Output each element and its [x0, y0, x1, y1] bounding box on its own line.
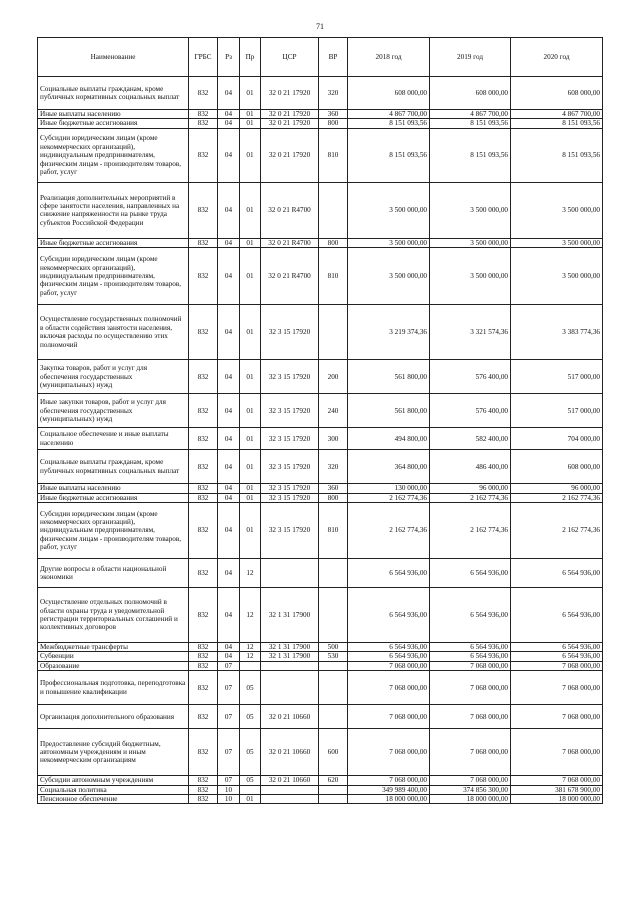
cell-csr: 32 3 15 17920	[261, 450, 319, 484]
cell-2018: 7 068 000,00	[348, 661, 430, 670]
cell-csr: 32 0 21 10660	[261, 776, 319, 785]
cell-2019: 8 151 093,56	[430, 119, 511, 128]
cell-2018: 130 000,00	[348, 484, 430, 493]
cell-vr: 810	[319, 248, 348, 305]
table-row	[38, 238, 603, 247]
cell-name: Субсидии юридическим лицам (кроме некоммерческих организаций), индивидуальным предпринимателям, физическим лицам - производителям товаров, работ, услуг	[38, 128, 189, 182]
cell-grbs: 832	[189, 503, 218, 559]
cell-rz: 04	[218, 77, 240, 110]
cell-pr: 01	[240, 119, 261, 128]
cell-2020: 7 068 000,00	[511, 776, 603, 785]
cell-2020: 3 500 000,00	[511, 248, 603, 305]
cell-csr: 32 3 15 17920	[261, 428, 319, 450]
cell-csr: 32 1 31 17900	[261, 588, 319, 643]
cell-2019: 18 000 000,00	[430, 795, 511, 804]
cell-vr	[319, 182, 348, 238]
cell-2018: 6 564 936,00	[348, 559, 430, 588]
cell-2018: 18 000 000,00	[348, 795, 430, 804]
cell-csr: 32 0 21 R4700	[261, 238, 319, 247]
cell-pr: 01	[240, 128, 261, 182]
cell-pr: 01	[240, 428, 261, 450]
cell-2019: 582 400,00	[430, 428, 511, 450]
cell-grbs: 832	[189, 110, 218, 119]
cell-vr	[319, 705, 348, 729]
cell-vr	[319, 785, 348, 794]
cell-rz: 07	[218, 776, 240, 785]
cell-name: Субсидии автономным учреждениям	[38, 776, 189, 785]
table-row	[38, 705, 603, 729]
table-row	[38, 661, 603, 670]
cell-csr: 32 0 21 17920	[261, 119, 319, 128]
cell-csr: 32 0 21 17920	[261, 128, 319, 182]
cell-rz: 07	[218, 671, 240, 705]
cell-rz: 04	[218, 305, 240, 360]
table-row	[38, 182, 603, 238]
cell-grbs: 832	[189, 785, 218, 794]
cell-vr	[319, 661, 348, 670]
cell-rz: 04	[218, 503, 240, 559]
cell-2018: 6 564 936,00	[348, 652, 430, 661]
cell-2019: 608 000,00	[430, 77, 511, 110]
cell-grbs: 832	[189, 394, 218, 428]
cell-vr	[319, 559, 348, 588]
cell-grbs: 832	[189, 128, 218, 182]
cell-2018: 7 068 000,00	[348, 776, 430, 785]
cell-2018: 3 500 000,00	[348, 238, 430, 247]
cell-name: Иные выплаты населению	[38, 484, 189, 493]
cell-name: Межбюджетные трансферты	[38, 643, 189, 652]
cell-grbs: 832	[189, 450, 218, 484]
cell-csr: 32 1 31 17900	[261, 652, 319, 661]
cell-2020: 6 564 936,00	[511, 652, 603, 661]
cell-grbs: 832	[189, 705, 218, 729]
cell-2019: 7 068 000,00	[430, 729, 511, 776]
header-grbs: ГРБС	[189, 38, 218, 77]
cell-pr: 01	[240, 394, 261, 428]
cell-2020: 4 867 700,00	[511, 110, 603, 119]
cell-2018: 3 500 000,00	[348, 248, 430, 305]
cell-pr: 01	[240, 77, 261, 110]
cell-name: Иные выплаты населению	[38, 110, 189, 119]
header-csr: ЦСР	[261, 38, 319, 77]
cell-2020: 381 678 900,00	[511, 785, 603, 794]
cell-2019: 3 500 000,00	[430, 248, 511, 305]
cell-rz: 07	[218, 729, 240, 776]
cell-vr: 800	[319, 238, 348, 247]
header-2019: 2019 год	[430, 38, 511, 77]
cell-csr	[261, 661, 319, 670]
cell-grbs: 832	[189, 119, 218, 128]
cell-name: Субсидии юридическим лицам (кроме некоммерческих организаций), индивидуальным предпринимателям, физическим лицам - производителям товаров, работ, услуг	[38, 503, 189, 559]
table-row	[38, 394, 603, 428]
cell-2019: 2 162 774,36	[430, 493, 511, 502]
cell-csr	[261, 795, 319, 804]
cell-rz: 07	[218, 705, 240, 729]
cell-rz: 04	[218, 484, 240, 493]
cell-csr: 32 1 31 17900	[261, 643, 319, 652]
cell-pr: 01	[240, 484, 261, 493]
cell-csr: 32 0 21 R4700	[261, 248, 319, 305]
cell-name: Пенсионное обеспечение	[38, 795, 189, 804]
table-row	[38, 493, 603, 502]
cell-rz: 04	[218, 450, 240, 484]
cell-csr: 32 3 15 17920	[261, 493, 319, 502]
cell-pr: 01	[240, 110, 261, 119]
cell-name: Иные закупки товаров, работ и услуг для обеспечения государственных (муниципальных) нужд	[38, 394, 189, 428]
cell-name: Социальные выплаты гражданам, кроме публичных нормативных социальных выплат	[38, 77, 189, 110]
cell-vr: 800	[319, 493, 348, 502]
cell-2019: 2 162 774,36	[430, 503, 511, 559]
cell-grbs: 832	[189, 671, 218, 705]
cell-pr: 05	[240, 671, 261, 705]
cell-pr: 12	[240, 588, 261, 643]
cell-2020: 517 000,00	[511, 360, 603, 394]
cell-2019: 576 400,00	[430, 360, 511, 394]
cell-name: Предоставление субсидий бюджетным, автономным учреждениям и иным некоммерческим организациям	[38, 729, 189, 776]
cell-pr: 05	[240, 705, 261, 729]
cell-2018: 3 219 374,36	[348, 305, 430, 360]
cell-2020: 2 162 774,36	[511, 503, 603, 559]
cell-name: Социальные выплаты гражданам, кроме публичных нормативных социальных выплат	[38, 450, 189, 484]
cell-2018: 8 151 093,56	[348, 128, 430, 182]
cell-csr: 32 3 15 17920	[261, 360, 319, 394]
header-2018: 2018 год	[348, 38, 430, 77]
cell-csr: 32 3 15 17920	[261, 394, 319, 428]
cell-2018: 494 800,00	[348, 428, 430, 450]
cell-name: Реализация дополнительных мероприятий в сфере занятости населения, направленных на снижение напряженности на рынке труда субъектов Российской Федерации	[38, 182, 189, 238]
cell-name: Иные бюджетные ассигнования	[38, 119, 189, 128]
cell-2019: 7 068 000,00	[430, 705, 511, 729]
cell-pr: 01	[240, 305, 261, 360]
cell-vr: 320	[319, 450, 348, 484]
cell-pr: 01	[240, 238, 261, 247]
cell-pr	[240, 661, 261, 670]
cell-grbs: 832	[189, 238, 218, 247]
cell-grbs: 832	[189, 77, 218, 110]
cell-2018: 2 162 774,36	[348, 493, 430, 502]
cell-2018: 2 162 774,36	[348, 503, 430, 559]
cell-2018: 7 068 000,00	[348, 729, 430, 776]
table-row	[38, 643, 603, 652]
cell-csr: 32 3 15 17920	[261, 305, 319, 360]
cell-grbs: 832	[189, 305, 218, 360]
cell-rz: 10	[218, 785, 240, 794]
cell-rz: 04	[218, 643, 240, 652]
table-row	[38, 559, 603, 588]
page-number: 71	[316, 22, 324, 31]
cell-vr: 600	[319, 729, 348, 776]
cell-2019: 7 068 000,00	[430, 671, 511, 705]
cell-vr: 300	[319, 428, 348, 450]
table-row	[38, 248, 603, 305]
cell-rz: 10	[218, 795, 240, 804]
cell-2018: 608 000,00	[348, 77, 430, 110]
cell-pr: 12	[240, 559, 261, 588]
cell-grbs: 832	[189, 493, 218, 502]
cell-rz: 04	[218, 110, 240, 119]
header-2020: 2020 год	[511, 38, 603, 77]
cell-vr: 500	[319, 643, 348, 652]
cell-csr: 32 3 15 17920	[261, 503, 319, 559]
cell-2020: 2 162 774,36	[511, 493, 603, 502]
cell-2019: 4 867 700,00	[430, 110, 511, 119]
cell-vr: 530	[319, 652, 348, 661]
cell-name: Профессиональная подготовка, переподготовка и повышение квалификации	[38, 671, 189, 705]
cell-csr	[261, 785, 319, 794]
cell-2020: 7 068 000,00	[511, 705, 603, 729]
table-row	[38, 503, 603, 559]
cell-2020: 6 564 936,00	[511, 643, 603, 652]
cell-rz: 04	[218, 238, 240, 247]
cell-name: Организация дополнительного образования	[38, 705, 189, 729]
header-name: Наименование	[38, 38, 189, 77]
cell-rz: 04	[218, 588, 240, 643]
table-header-row	[38, 38, 603, 77]
cell-csr: 32 0 21 10660	[261, 705, 319, 729]
cell-csr: 32 0 21 17920	[261, 110, 319, 119]
cell-pr: 01	[240, 248, 261, 305]
cell-2020: 6 564 936,00	[511, 588, 603, 643]
cell-2020: 18 000 000,00	[511, 795, 603, 804]
cell-rz: 04	[218, 652, 240, 661]
cell-name: Иные бюджетные ассигнования	[38, 238, 189, 247]
table-row	[38, 305, 603, 360]
cell-pr: 01	[240, 360, 261, 394]
cell-2019: 3 321 574,36	[430, 305, 511, 360]
cell-2019: 7 068 000,00	[430, 776, 511, 785]
cell-2019: 3 500 000,00	[430, 182, 511, 238]
cell-grbs: 832	[189, 428, 218, 450]
table-row	[38, 77, 603, 110]
cell-grbs: 832	[189, 643, 218, 652]
cell-vr	[319, 671, 348, 705]
budget-table	[37, 37, 603, 804]
cell-name: Субсидии юридическим лицам (кроме некоммерческих организаций), индивидуальным предпринимателям, физическим лицам - производителям товаров, работ, услуг	[38, 248, 189, 305]
cell-name: Другие вопросы в области национальной экономики	[38, 559, 189, 588]
cell-2019: 3 500 000,00	[430, 238, 511, 247]
cell-pr: 01	[240, 795, 261, 804]
cell-grbs: 832	[189, 182, 218, 238]
cell-rz: 04	[218, 182, 240, 238]
table-row	[38, 785, 603, 794]
cell-pr: 01	[240, 182, 261, 238]
cell-2019: 96 000,00	[430, 484, 511, 493]
cell-2019: 374 856 300,00	[430, 785, 511, 794]
cell-pr: 01	[240, 493, 261, 502]
cell-csr: 32 0 21 17920	[261, 77, 319, 110]
cell-rz: 04	[218, 360, 240, 394]
cell-pr: 01	[240, 503, 261, 559]
cell-csr	[261, 559, 319, 588]
cell-2020: 704 000,00	[511, 428, 603, 450]
table-row	[38, 110, 603, 119]
cell-pr	[240, 785, 261, 794]
cell-2018: 349 989 400,00	[348, 785, 430, 794]
cell-2019: 7 068 000,00	[430, 661, 511, 670]
cell-vr: 620	[319, 776, 348, 785]
cell-vr: 800	[319, 119, 348, 128]
cell-grbs: 832	[189, 588, 218, 643]
table-row	[38, 428, 603, 450]
cell-2018: 561 800,00	[348, 360, 430, 394]
cell-2018: 364 800,00	[348, 450, 430, 484]
cell-vr: 240	[319, 394, 348, 428]
cell-name: Социальное обеспечение и иные выплаты населению	[38, 428, 189, 450]
cell-2020: 517 000,00	[511, 394, 603, 428]
cell-name: Образование	[38, 661, 189, 670]
cell-vr: 360	[319, 484, 348, 493]
cell-vr	[319, 588, 348, 643]
cell-grbs: 832	[189, 652, 218, 661]
table-row	[38, 776, 603, 785]
cell-2019: 8 151 093,56	[430, 128, 511, 182]
table-row	[38, 128, 603, 182]
cell-2020: 3 500 000,00	[511, 182, 603, 238]
cell-rz: 04	[218, 493, 240, 502]
table-row	[38, 671, 603, 705]
cell-2018: 3 500 000,00	[348, 182, 430, 238]
cell-2020: 7 068 000,00	[511, 671, 603, 705]
cell-vr	[319, 305, 348, 360]
cell-rz: 04	[218, 394, 240, 428]
cell-2020: 3 383 774,36	[511, 305, 603, 360]
cell-rz: 04	[218, 119, 240, 128]
cell-vr: 810	[319, 503, 348, 559]
cell-2020: 3 500 000,00	[511, 238, 603, 247]
cell-pr: 05	[240, 776, 261, 785]
cell-2019: 576 400,00	[430, 394, 511, 428]
cell-rz: 04	[218, 559, 240, 588]
cell-grbs: 832	[189, 729, 218, 776]
cell-2019: 6 564 936,00	[430, 559, 511, 588]
cell-vr: 810	[319, 128, 348, 182]
cell-grbs: 832	[189, 484, 218, 493]
table-row	[38, 588, 603, 643]
cell-rz: 07	[218, 661, 240, 670]
cell-pr: 12	[240, 643, 261, 652]
cell-pr: 01	[240, 450, 261, 484]
table-row	[38, 119, 603, 128]
header-rz: Рз	[218, 38, 240, 77]
cell-grbs: 832	[189, 559, 218, 588]
table-row	[38, 795, 603, 804]
cell-2020: 6 564 936,00	[511, 559, 603, 588]
cell-csr	[261, 671, 319, 705]
cell-grbs: 832	[189, 360, 218, 394]
cell-vr: 200	[319, 360, 348, 394]
cell-name: Социальная политика	[38, 785, 189, 794]
cell-2019: 6 564 936,00	[430, 652, 511, 661]
cell-2020: 8 151 093,56	[511, 119, 603, 128]
header-pr: Пр	[240, 38, 261, 77]
cell-vr: 320	[319, 77, 348, 110]
cell-2020: 608 000,00	[511, 77, 603, 110]
cell-grbs: 832	[189, 248, 218, 305]
cell-vr: 360	[319, 110, 348, 119]
table-row	[38, 729, 603, 776]
cell-name: Субвенции	[38, 652, 189, 661]
cell-name: Осуществление отдельных полномочий в области охраны труда и уведомительной регистрации территориальных соглашений и коллективных договоров	[38, 588, 189, 643]
cell-2019: 486 400,00	[430, 450, 511, 484]
table-row	[38, 360, 603, 394]
cell-csr: 32 0 21 10660	[261, 729, 319, 776]
cell-2018: 8 151 093,56	[348, 119, 430, 128]
table-row	[38, 652, 603, 661]
cell-2020: 608 000,00	[511, 450, 603, 484]
table-row	[38, 450, 603, 484]
header-vr: ВР	[319, 38, 348, 77]
cell-name: Закупка товаров, работ и услуг для обеспечения государственных (муниципальных) нужд	[38, 360, 189, 394]
cell-pr: 12	[240, 652, 261, 661]
cell-csr: 32 0 21 R4700	[261, 182, 319, 238]
cell-2020: 7 068 000,00	[511, 661, 603, 670]
cell-name: Иные бюджетные ассигнования	[38, 493, 189, 502]
cell-grbs: 832	[189, 661, 218, 670]
cell-2020: 8 151 093,56	[511, 128, 603, 182]
cell-rz: 04	[218, 128, 240, 182]
cell-2018: 4 867 700,00	[348, 110, 430, 119]
cell-2019: 6 564 936,00	[430, 643, 511, 652]
cell-2020: 7 068 000,00	[511, 729, 603, 776]
table-row	[38, 484, 603, 493]
cell-rz: 04	[218, 428, 240, 450]
cell-csr: 32 3 15 17920	[261, 484, 319, 493]
cell-2018: 6 564 936,00	[348, 643, 430, 652]
cell-rz: 04	[218, 248, 240, 305]
cell-vr	[319, 795, 348, 804]
cell-2020: 96 000,00	[511, 484, 603, 493]
cell-2018: 7 068 000,00	[348, 671, 430, 705]
cell-name: Осуществление государственных полномочий в области содействия занятости населения, включая расходы по осуществлению этих полномочий	[38, 305, 189, 360]
cell-grbs: 832	[189, 795, 218, 804]
cell-2019: 6 564 936,00	[430, 588, 511, 643]
cell-pr: 05	[240, 729, 261, 776]
cell-2018: 561 800,00	[348, 394, 430, 428]
cell-grbs: 832	[189, 776, 218, 785]
cell-2018: 6 564 936,00	[348, 588, 430, 643]
cell-2018: 7 068 000,00	[348, 705, 430, 729]
